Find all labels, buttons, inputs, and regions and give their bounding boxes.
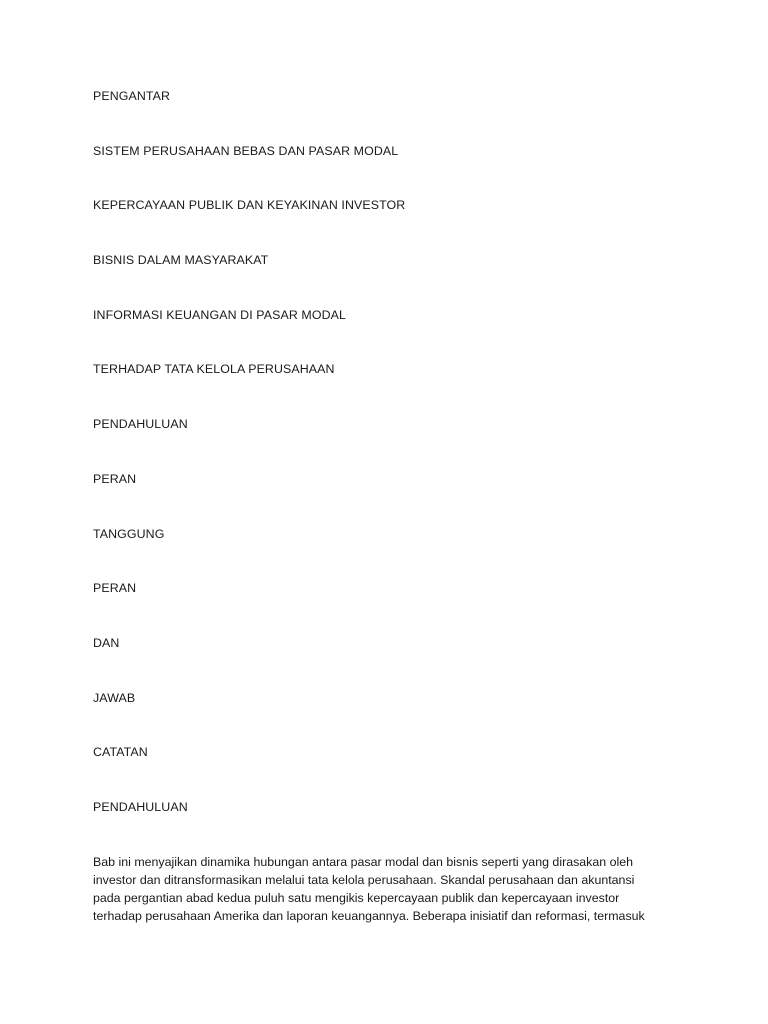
heading-pengantar: PENGANTAR — [93, 89, 171, 103]
heading-tanggung: TANGGUNG — [93, 526, 165, 541]
body-paragraph — [93, 853, 693, 925]
heading-tata-kelola: TERHADAP TATA KELOLA PERUSAHAAN — [93, 362, 335, 377]
heading-jawab: JAWAB — [93, 690, 136, 705]
paragraph-line: pada pergantian abad kedua puluh satu mengikis kepercayaan publik dan kepercayaan investor — [93, 891, 620, 905]
heading-informasi-keuangan: INFORMASI KEUANGAN DI PASAR MODAL — [93, 307, 346, 322]
heading-sistem-perusahaan-bebas: SISTEM PERUSAHAAN BEBAS DAN PASAR MODAL — [93, 143, 399, 158]
heading-pendahuluan: PENDAHULUAN — [93, 417, 188, 432]
heading-bisnis-dalam-masyarakat: BISNIS DALAM MASYARAKAT — [93, 253, 269, 268]
heading-dan: DAN — [93, 635, 120, 650]
paragraph-line: investor dan ditransformasikan melalui tata kelola perusahaan. Skandal perusahaan dan akuntansi — [93, 873, 635, 887]
paragraph-line: Bab ini menyajikan dinamika hubungan antara pasar modal dan bisnis seperti yang dirasakan oleh — [93, 855, 634, 869]
heading-list — [93, 88, 693, 854]
heading-pendahuluan-2: PENDAHULUAN — [93, 799, 188, 814]
heading-kepercayaan-publik: KEPERCAYAAN PUBLIK DAN KEYAKINAN INVESTOR — [93, 198, 406, 213]
heading-peran: PERAN — [93, 471, 137, 486]
heading-peran-2: PERAN — [93, 581, 137, 596]
paragraph-line: terhadap perusahaan Amerika dan laporan keuangannya. Beberapa inisiatif dan reformasi, termasuk — [93, 909, 645, 923]
heading-catatan: CATATAN — [93, 745, 148, 760]
